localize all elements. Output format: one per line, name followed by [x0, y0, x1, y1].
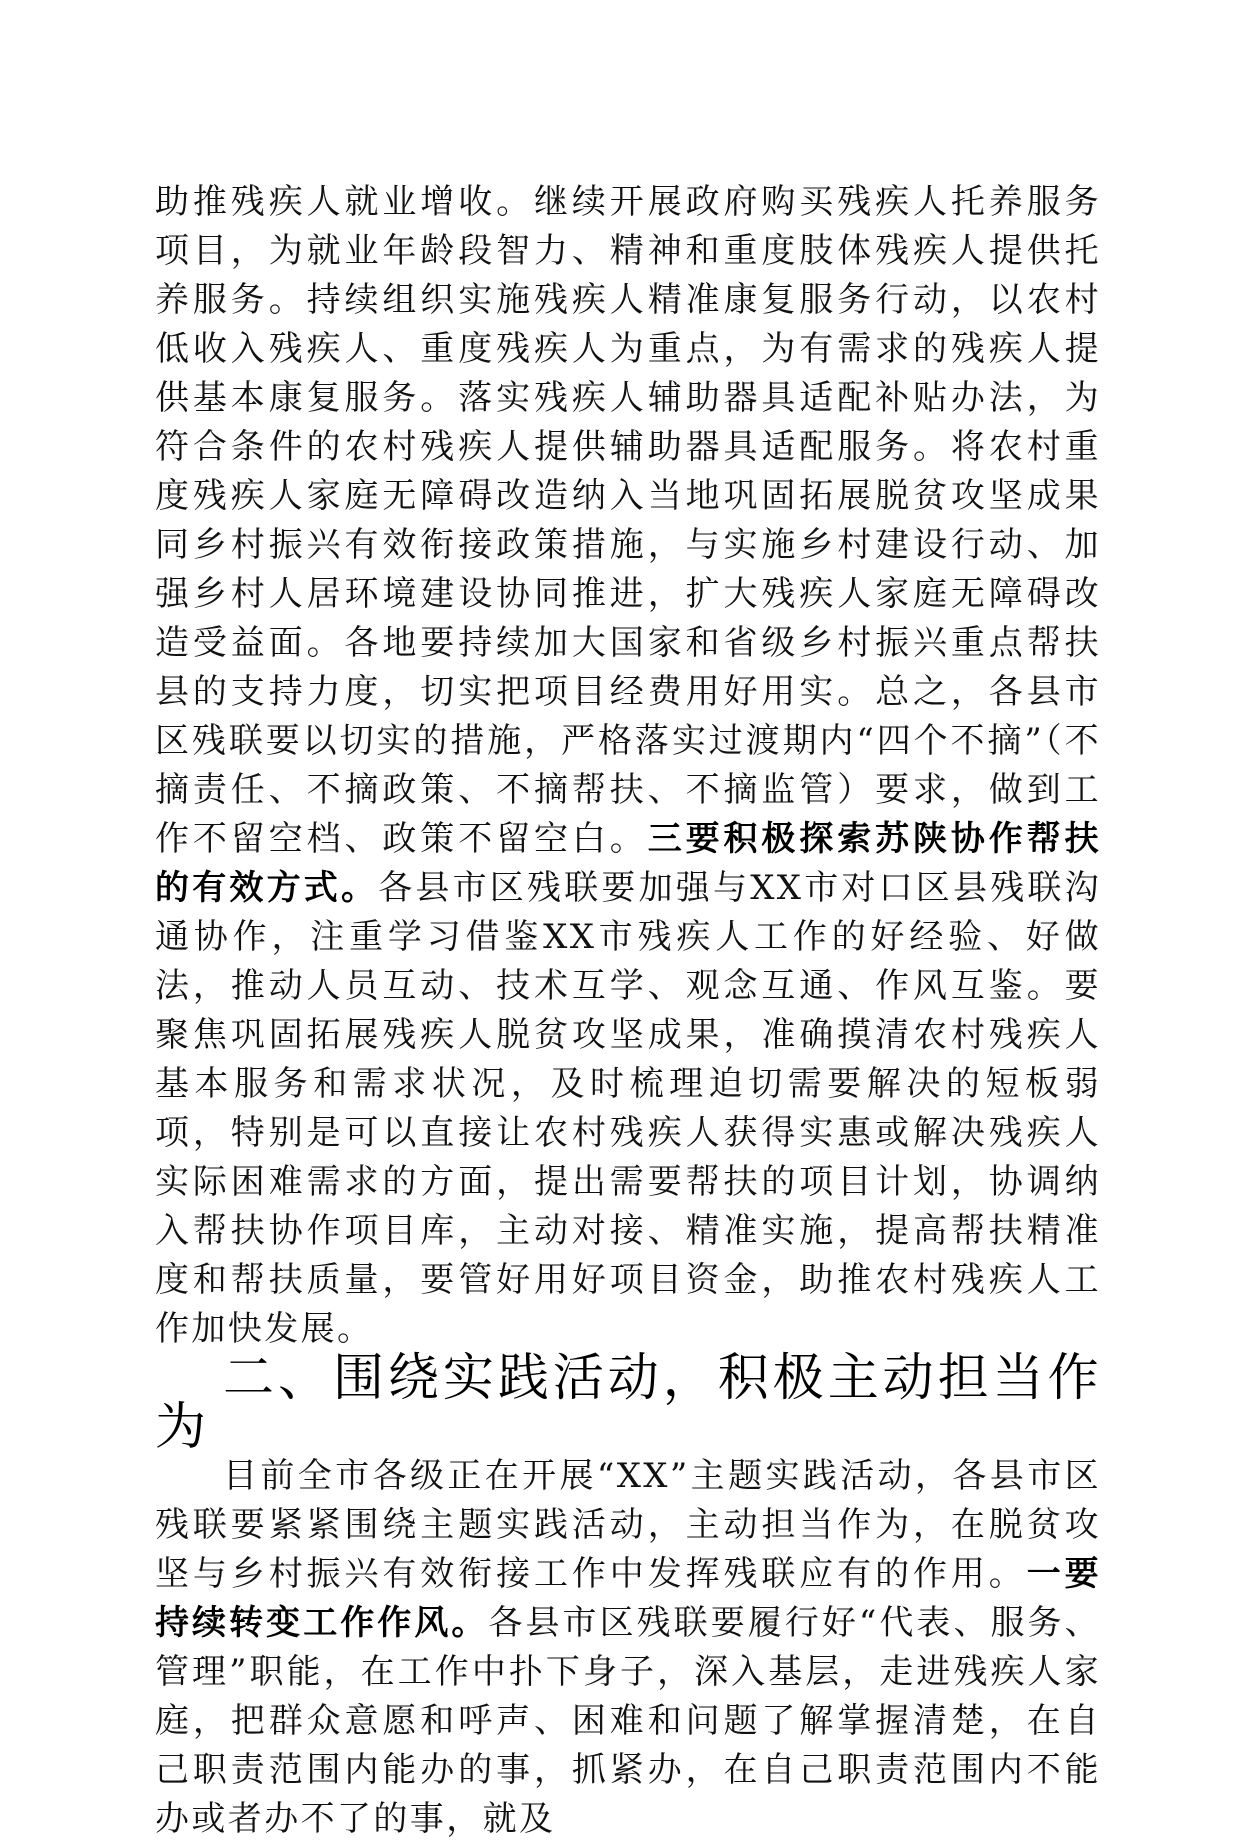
section-heading: 二、围绕实践活动，积极主动担当作为 [155, 1349, 1101, 1457]
document-page [155, 178, 1101, 1844]
bold-key-point: 一要持续转变工作作风。 [155, 1554, 1101, 1643]
bold-key-point: 三要积极探索苏陕协作帮扶的有效方式。 [155, 819, 1101, 908]
paragraph-text: 目前全市各级正在开展“XX”主题实践活动，各县市区残联要紧紧围绕主题实践活动，主动担当作为，在脱贫攻坚与乡村振兴有效衔接工作中发挥残联应有的作用。 [155, 1456, 1101, 1594]
paragraph-text: 各县市区残联要履行好“代表、服务、管理”职能，在工作中扑下身子，深入基层，走进残疾人家庭，把群众意愿和呼声、困难和问题了解掌握清楚，在自己职责范围内能办的事，抓紧办，在自己职责范围内不能办或者办不了的事，就及 [155, 1603, 1101, 1839]
body-paragraph [155, 1452, 1101, 1844]
paragraph-text: 各县市区残联要加强与XX市对口区县残联沟通协作，注重学习借鉴XX市残疾人工作的好经验、好做法，推动人员互动、技术互学、观念互通、作风互鉴。要聚焦巩固拓展残疾人脱贫攻坚成果，准确摸清农村残疾人基本服务和需求状况，及时梳理迫切需要解决的短板弱项，特别是可以直接让农村残疾人获得实惠或解决残疾人实际困难需求的方面，提出需要帮扶的项目计划，协调纳入帮扶协作项目库，主动对接、精准实施，提高帮扶精准度和帮扶质量，要管好用好项目资金，助推农村残疾人工作加快发展。 [155, 868, 1101, 1349]
paragraph-text: 助推残疾人就业增收。继续开展政府购买残疾人托养服务项目，为就业年龄段智力、精神和重度肢体残疾人提供托养服务。持续组织实施残疾人精准康复服务行动，以农村低收入残疾人、重度残疾人为重点，为有需求的残疾人提供基本康复服务。落实残疾人辅助器具适配补贴办法，为符合条件的农村残疾人提供辅助器具适配服务。将农村重度残疾人家庭无障碍改造纳入当地巩固拓展脱贫攻坚成果同乡村振兴有效衔接政策措施，与实施乡村建设行动、加强乡村人居环境建设协同推进，扩大残疾人家庭无障碍改造受益面。各地要持续加大国家和省级乡村振兴重点帮扶县的支持力度，切实把项目经费用好用实。总之，各县市区残联要以切实的措施，严格落实过渡期内“四个不摘”（不摘责任、不摘政策、不摘帮扶、不摘监管）要求，做到工作不留空档、政策不留空白。 [155, 182, 1101, 859]
body-paragraph-continued [155, 178, 1101, 1354]
